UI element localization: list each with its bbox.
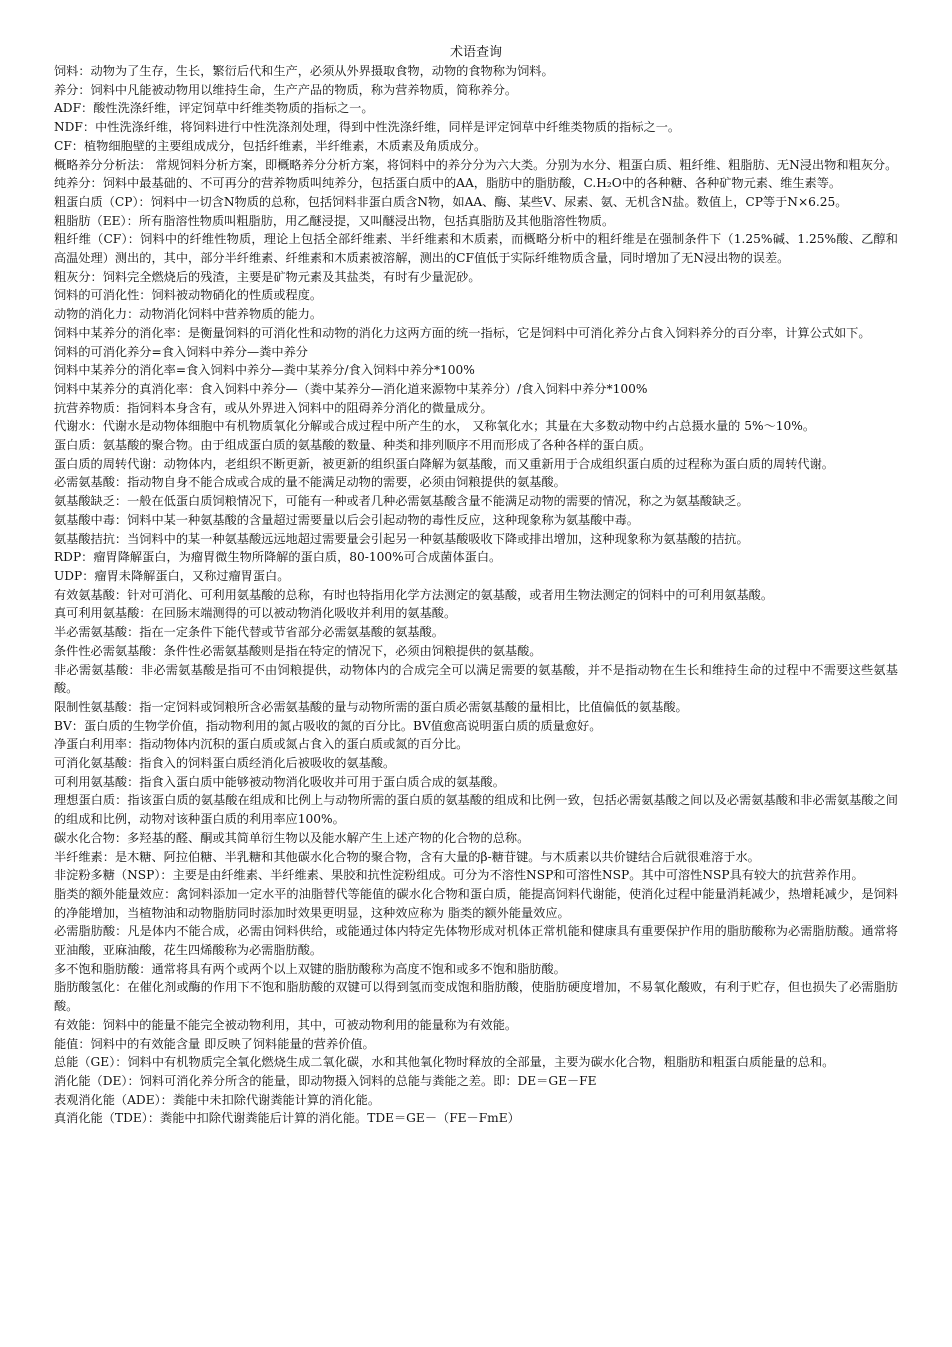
glossary-entry: NDF：中性洗涤纤维，将饲料进行中性洗涤剂处理，得到中性洗涤纤维，同样是评定饲草中纤维类物质的指标之一。 bbox=[54, 120, 681, 135]
glossary-entry: 养分：饲料中凡能被动物用以维持生命，生产产品的物质，称为营养物质，简称养分。 bbox=[54, 82, 518, 97]
glossary-entry: 理想蛋白质：指该蛋白质的氨基酸在组成和比例上与动物所需的蛋白质的氨基酸的组成和比例一致，包括必需氨基酸之间以及必需氨基酸和非必需氨基酸之间的组成和比例，动物对该种蛋白质的利用率应100%。 bbox=[54, 793, 898, 827]
glossary-entry: 消化能（DE）：饲料可消化养分所含的能量，即动物摄入饲料的总能与粪能之差。即：DE＝GE－FE bbox=[54, 1073, 597, 1088]
glossary-entry: 粗蛋白质（CP）：饲料中一切含N物质的总称，包括饲料非蛋白质含N物，如AA、酶、某些V、尿素、氨、无机含N盐。数值上，CP等于N×6.25。 bbox=[54, 194, 848, 209]
glossary-entry: 净蛋白利用率：指动物体内沉积的蛋白质或氮占食入的蛋白质或氮的百分比。 bbox=[54, 737, 469, 752]
glossary-entry: UDP：瘤胃未降解蛋白，又称过瘤胃蛋白。 bbox=[54, 568, 290, 583]
glossary-entry: 纯养分：饲料中最基础的、不可再分的营养物质叫纯养分，包括蛋白质中的AA，脂肪中的脂肪酸，C.H₂O中的各种糖、各种矿物元素、维生素等。 bbox=[54, 176, 842, 191]
glossary-entry: 抗营养物质：指饲料本身含有，或从外界进入饲料中的阻碍养分消化的微量成分。 bbox=[54, 400, 493, 415]
glossary-entry: 粗纤维（CF）：饲料中的纤维性物质，理论上包括全部纤维素、半纤维素和木质素，而概略分析中的粗纤维是在强制条件下（1.25%碱、1.25%酸、乙醇和高温处理）测出的，其中，部分半纤维素、纤维素和木质素被溶解，测出的CF值低于实际纤维物质含量，同时增加了无N浸出物的误差。 bbox=[54, 232, 898, 266]
glossary-entry: BV：蛋白质的生物学价值，指动物利用的氮占吸收的氮的百分比。BV值愈高说明蛋白质的质量愈好。 bbox=[54, 718, 602, 733]
glossary-entry: 非必需氨基酸：非必需氨基酸是指可不由饲粮提供，动物体内的合成完全可以满足需要的氨基酸，并不是指动物在生长和维持生命的过程中不需要这些氨基酸。 bbox=[54, 662, 898, 696]
glossary-entry: 脂肪酸氢化：在催化剂或酶的作用下不饱和脂肪酸的双键可以得到氢而变成饱和脂肪酸，使脂肪硬度增加，不易氧化酸败，有利于贮存，但也损失了必需脂肪酸。 bbox=[54, 980, 898, 1014]
glossary-entry: 有效能：饲料中的能量不能完全被动物利用，其中，可被动物利用的能量称为有效能。 bbox=[54, 1017, 518, 1032]
glossary-entry: 饲料中某养分的真消化率：食入饲料中养分—（粪中某养分—消化道来源物中某养分）/食入饲料中养分*100% bbox=[54, 381, 648, 396]
glossary-entry: RDP：瘤胃降解蛋白，为瘤胃微生物所降解的蛋白质，80-100%可合成菌体蛋白。 bbox=[54, 550, 502, 565]
glossary-entry: 可利用氨基酸：指食入蛋白质中能够被动物消化吸收并可用于蛋白质合成的氨基酸。 bbox=[54, 774, 505, 789]
glossary-entry: 概略养分分析法： 常规饲料分析方案，即概略养分分析方案，将饲料中的养分分为六大类。分别为水分、粗蛋白质、粗纤维、粗脂肪、无N浸出物和粗灰分。 bbox=[54, 157, 898, 172]
glossary-entry: 饲料中某养分的消化率：是衡量饲料的可消化性和动物的消化力这两方面的统一指标，它是饲料中可消化养分占食入饲料养分的百分率，计算公式如下。 bbox=[54, 325, 871, 340]
glossary-entry: 表观消化能（ADE）：粪能中未扣除代谢粪能计算的消化能。 bbox=[54, 1092, 381, 1107]
glossary-entry: 真消化能（TDE）：粪能中扣除代谢粪能后计算的消化能。TDE＝GE－（FE－FmE） bbox=[54, 1111, 520, 1126]
glossary-entry: 饲料中某养分的消化率=食入饲料中养分—粪中某养分/食入饲料中养分*100% bbox=[54, 363, 475, 378]
glossary-entry: 非淀粉多糖（NSP）：主要是由纤维素、半纤维素、果胶和抗性淀粉组成。可分为不溶性NSP和可溶性NSP。其中可溶性NSP具有较大的抗营养作用。 bbox=[54, 868, 864, 883]
glossary-entry: CF：植物细胞壁的主要组成成分，包括纤维素，半纤维素，木质素及角质成分。 bbox=[54, 138, 487, 153]
glossary-entry: 半纤维素：是木糖、阿拉伯糖、半乳糖和其他碳水化合物的聚合物，含有大量的β-糖苷键。与木质素以共价键结合后就很难溶于水。 bbox=[54, 849, 760, 864]
glossary-list bbox=[54, 62, 898, 1128]
glossary-entry: 蛋白质：氨基酸的聚合物。由于组成蛋白质的氨基酸的数量、种类和排列顺序不用而形成了各种各样的蛋白质。 bbox=[54, 438, 652, 453]
glossary-entry: 必需脂肪酸：凡是体内不能合成，必需由饲料供给，或能通过体内特定先体物形成对机体正常机能和健康具有重要保护作用的脂肪酸称为必需脂肪酸。通常将亚油酸，亚麻油酸，花生四烯酸称为必需脂肪酸。 bbox=[54, 924, 898, 958]
glossary-entry: ADF：酸性洗涤纤维，评定饲草中纤维类物质的指标之一。 bbox=[54, 101, 374, 116]
glossary-entry: 代谢水：代谢水是动物体细胞中有机物质氧化分解或合成过程中所产生的水， 又称氧化水；其量在大多数动物中约占总摄水量的 5%～10%。 bbox=[54, 419, 816, 434]
glossary-entry: 氨基酸拮抗：当饲料中的某一种氨基酸远远地超过需要量会引起另一种氨基酸吸收下降或排出增加，这种现象称为氨基酸的拮抗。 bbox=[54, 531, 749, 546]
glossary-entry: 必需氨基酸：指动物自身不能合成或合成的量不能满足动物的需要，必须由饲粮提供的氨基酸。 bbox=[54, 475, 566, 490]
glossary-entry: 饲料的可消化养分=食入饲料中养分—粪中养分 bbox=[54, 344, 308, 359]
glossary-entry: 真可利用氨基酸：在回肠末端测得的可以被动物消化吸收并利用的氨基酸。 bbox=[54, 606, 457, 621]
glossary-entry: 多不饱和脂肪酸：通常将具有两个或两个以上双键的脂肪酸称为高度不饱和或多不饱和脂肪酸。 bbox=[54, 961, 566, 976]
glossary-entry: 粗脂肪（EE）：所有脂溶性物质叫粗脂肪，用乙醚浸提，又叫醚浸出物，包括真脂肪及其他脂溶性物质。 bbox=[54, 213, 615, 228]
glossary-entry: 饲料：动物为了生存，生长，繁衍后代和生产，必须从外界摄取食物，动物的食物称为饲料。 bbox=[54, 64, 554, 78]
glossary-entry: 氨基酸中毒：饲料中某一种氨基酸的含量超过需要量以后会引起动物的毒性反应，这种现象称为氨基酸中毒。 bbox=[54, 512, 639, 527]
glossary-entry: 饲料的可消化性：饲料被动物硝化的性质或程度。 bbox=[54, 288, 323, 303]
page-title: 术语查询 bbox=[449, 45, 502, 60]
glossary-entry: 粗灰分：饲料完全燃烧后的残渣，主要是矿物元素及其盐类，有时有少量泥砂。 bbox=[54, 269, 481, 284]
glossary-entry: 可消化氨基酸：指食入的饲料蛋白质经消化后被吸收的氨基酸。 bbox=[54, 756, 396, 771]
glossary-entry: 限制性氨基酸：指一定饲料或饲粮所含必需氨基酸的量与动物所需的蛋白质必需氨基酸的量相比，比值偏低的氨基酸。 bbox=[54, 699, 688, 714]
glossary-entry: 条件性必需氨基酸：条件性必需氨基酸则是指在特定的情况下，必须由饲粮提供的氨基酸。 bbox=[54, 643, 542, 658]
glossary-entry: 蛋白质的周转代谢：动物体内，老组织不断更新，被更新的组织蛋白降解为氨基酸，而又重新用于合成组织蛋白质的过程称为蛋白质的周转代谢。 bbox=[54, 456, 834, 471]
glossary-entry: 能值：饲料中的有效能含量 即反映了饲料能量的营养价值。 bbox=[54, 1036, 375, 1051]
glossary-entry: 脂类的额外能量效应：禽饲料添加一定水平的油脂替代等能值的碳水化合物和蛋白质，能提高饲料代谢能，使消化过程中能量消耗减少，热增耗减少，是饲料的净能增加，当植物油和动物脂肪同时添加时效果更明显，这种效应称为 脂类的额外能量效应。 bbox=[54, 886, 898, 920]
glossary-entry: 碳水化合物：多羟基的醛、酮或其简单衍生物以及能水解产生上述产物的化合物的总称。 bbox=[54, 830, 530, 845]
glossary-entry: 有效氨基酸：针对可消化、可利用氨基酸的总称，有时也特指用化学方法测定的氨基酸，或者用生物法测定的饲料中的可利用氨基酸。 bbox=[54, 587, 774, 602]
glossary-entry: 半必需氨基酸：指在一定条件下能代替或节省部分必需氨基酸的氨基酸。 bbox=[54, 625, 444, 640]
glossary-entry: 动物的消化力：动物消化饲料中营养物质的能力。 bbox=[54, 307, 323, 322]
glossary-entry: 总能（GE）：饲料中有机物质完全氧化燃烧生成二氧化碳，水和其他氧化物时释放的全部量，主要为碳水化合物，粗脂肪和粗蛋白质能量的总和。 bbox=[54, 1055, 835, 1070]
glossary-entry: 氨基酸缺乏：一般在低蛋白质饲粮情况下，可能有一种或者几种必需氨基酸含量不能满足动物的需要的情况，称之为氨基酸缺乏。 bbox=[54, 494, 749, 509]
